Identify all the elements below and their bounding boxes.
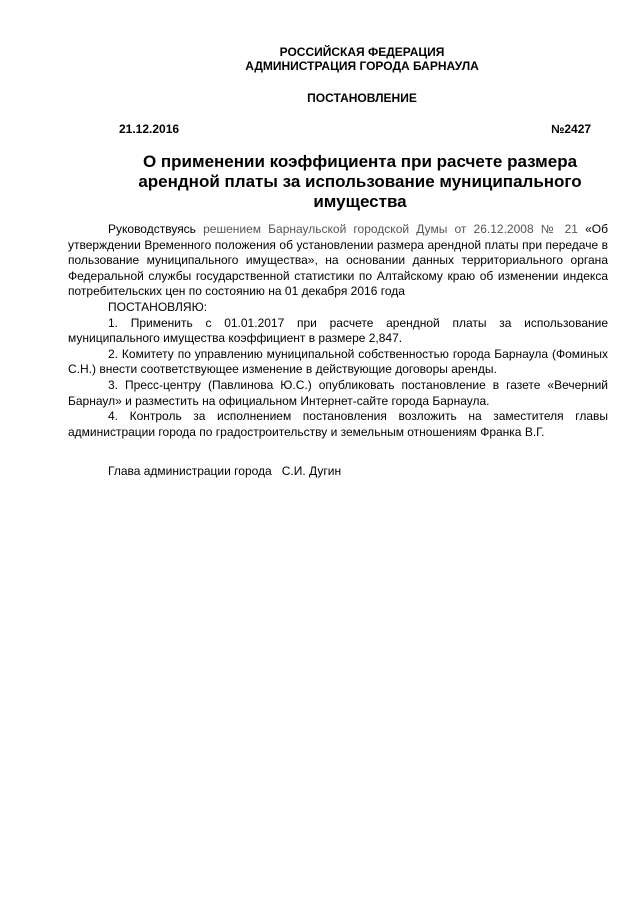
signature-line	[108, 464, 341, 478]
header-administration: АДМИНИСТРАЦИЯ ГОРОДА БАРНАУЛА	[245, 59, 479, 73]
document-type: ПОСТАНОВЛЕНИЕ	[307, 91, 417, 105]
preamble-prefix: Руководствуясь	[108, 222, 204, 236]
item-1: 1. Применить с 01.01.2017 при расчете арендной платы за использование муниципального имущества коэффициент в размере 2,847.	[68, 315, 608, 346]
item-4: 4. Контроль за исполнением постановления возложить на заместителя главы администрации города по градостроительству и земельным отношениям Франка В.Г.	[68, 409, 608, 439]
decree-word: ПОСТАНОВЛЯЮ:	[108, 299, 208, 314]
preamble-suffix: «Об утверждении Временного положения об установлении размера арендной платы при передаче в пользование муниципального имущества», на основании данных территориального органа Федеральной службы государственной статистики по Алтайскому краю об изменении индекса потребительских цен по состоянию на 01 декабря 2016 года	[68, 222, 608, 299]
document-number: №2427	[551, 122, 592, 136]
document-date: 21.12.2016	[119, 122, 180, 136]
preamble-reference-link[interactable]: решением Барнаульской городской Думы от 26.12.2008 № 21	[203, 222, 578, 236]
header-country: РОССИЙСКАЯ ФЕДЕРАЦИЯ	[279, 45, 445, 59]
document-body	[68, 222, 608, 440]
signature-position: Глава администрации города	[108, 464, 272, 478]
preamble-paragraph	[68, 222, 608, 300]
item-2: 2. Комитету по управлению муниципальной собственностью города Барнаула (Фоминых С.Н.) внести соответствующее изменение в действующие договоры аренды.	[68, 346, 608, 377]
document-title: О применении коэффициента при расчете размера арендной платы за использование муниципального имущества	[138, 152, 582, 211]
signature-name: С.И. Дугин	[281, 464, 342, 478]
item-3: 3. Пресс-центру (Павлинова Ю.С.) опубликовать постановление в газете «Вечерний Барнаул» и разместить на официальном Интернет-сайте города Барнаула.	[68, 377, 608, 408]
